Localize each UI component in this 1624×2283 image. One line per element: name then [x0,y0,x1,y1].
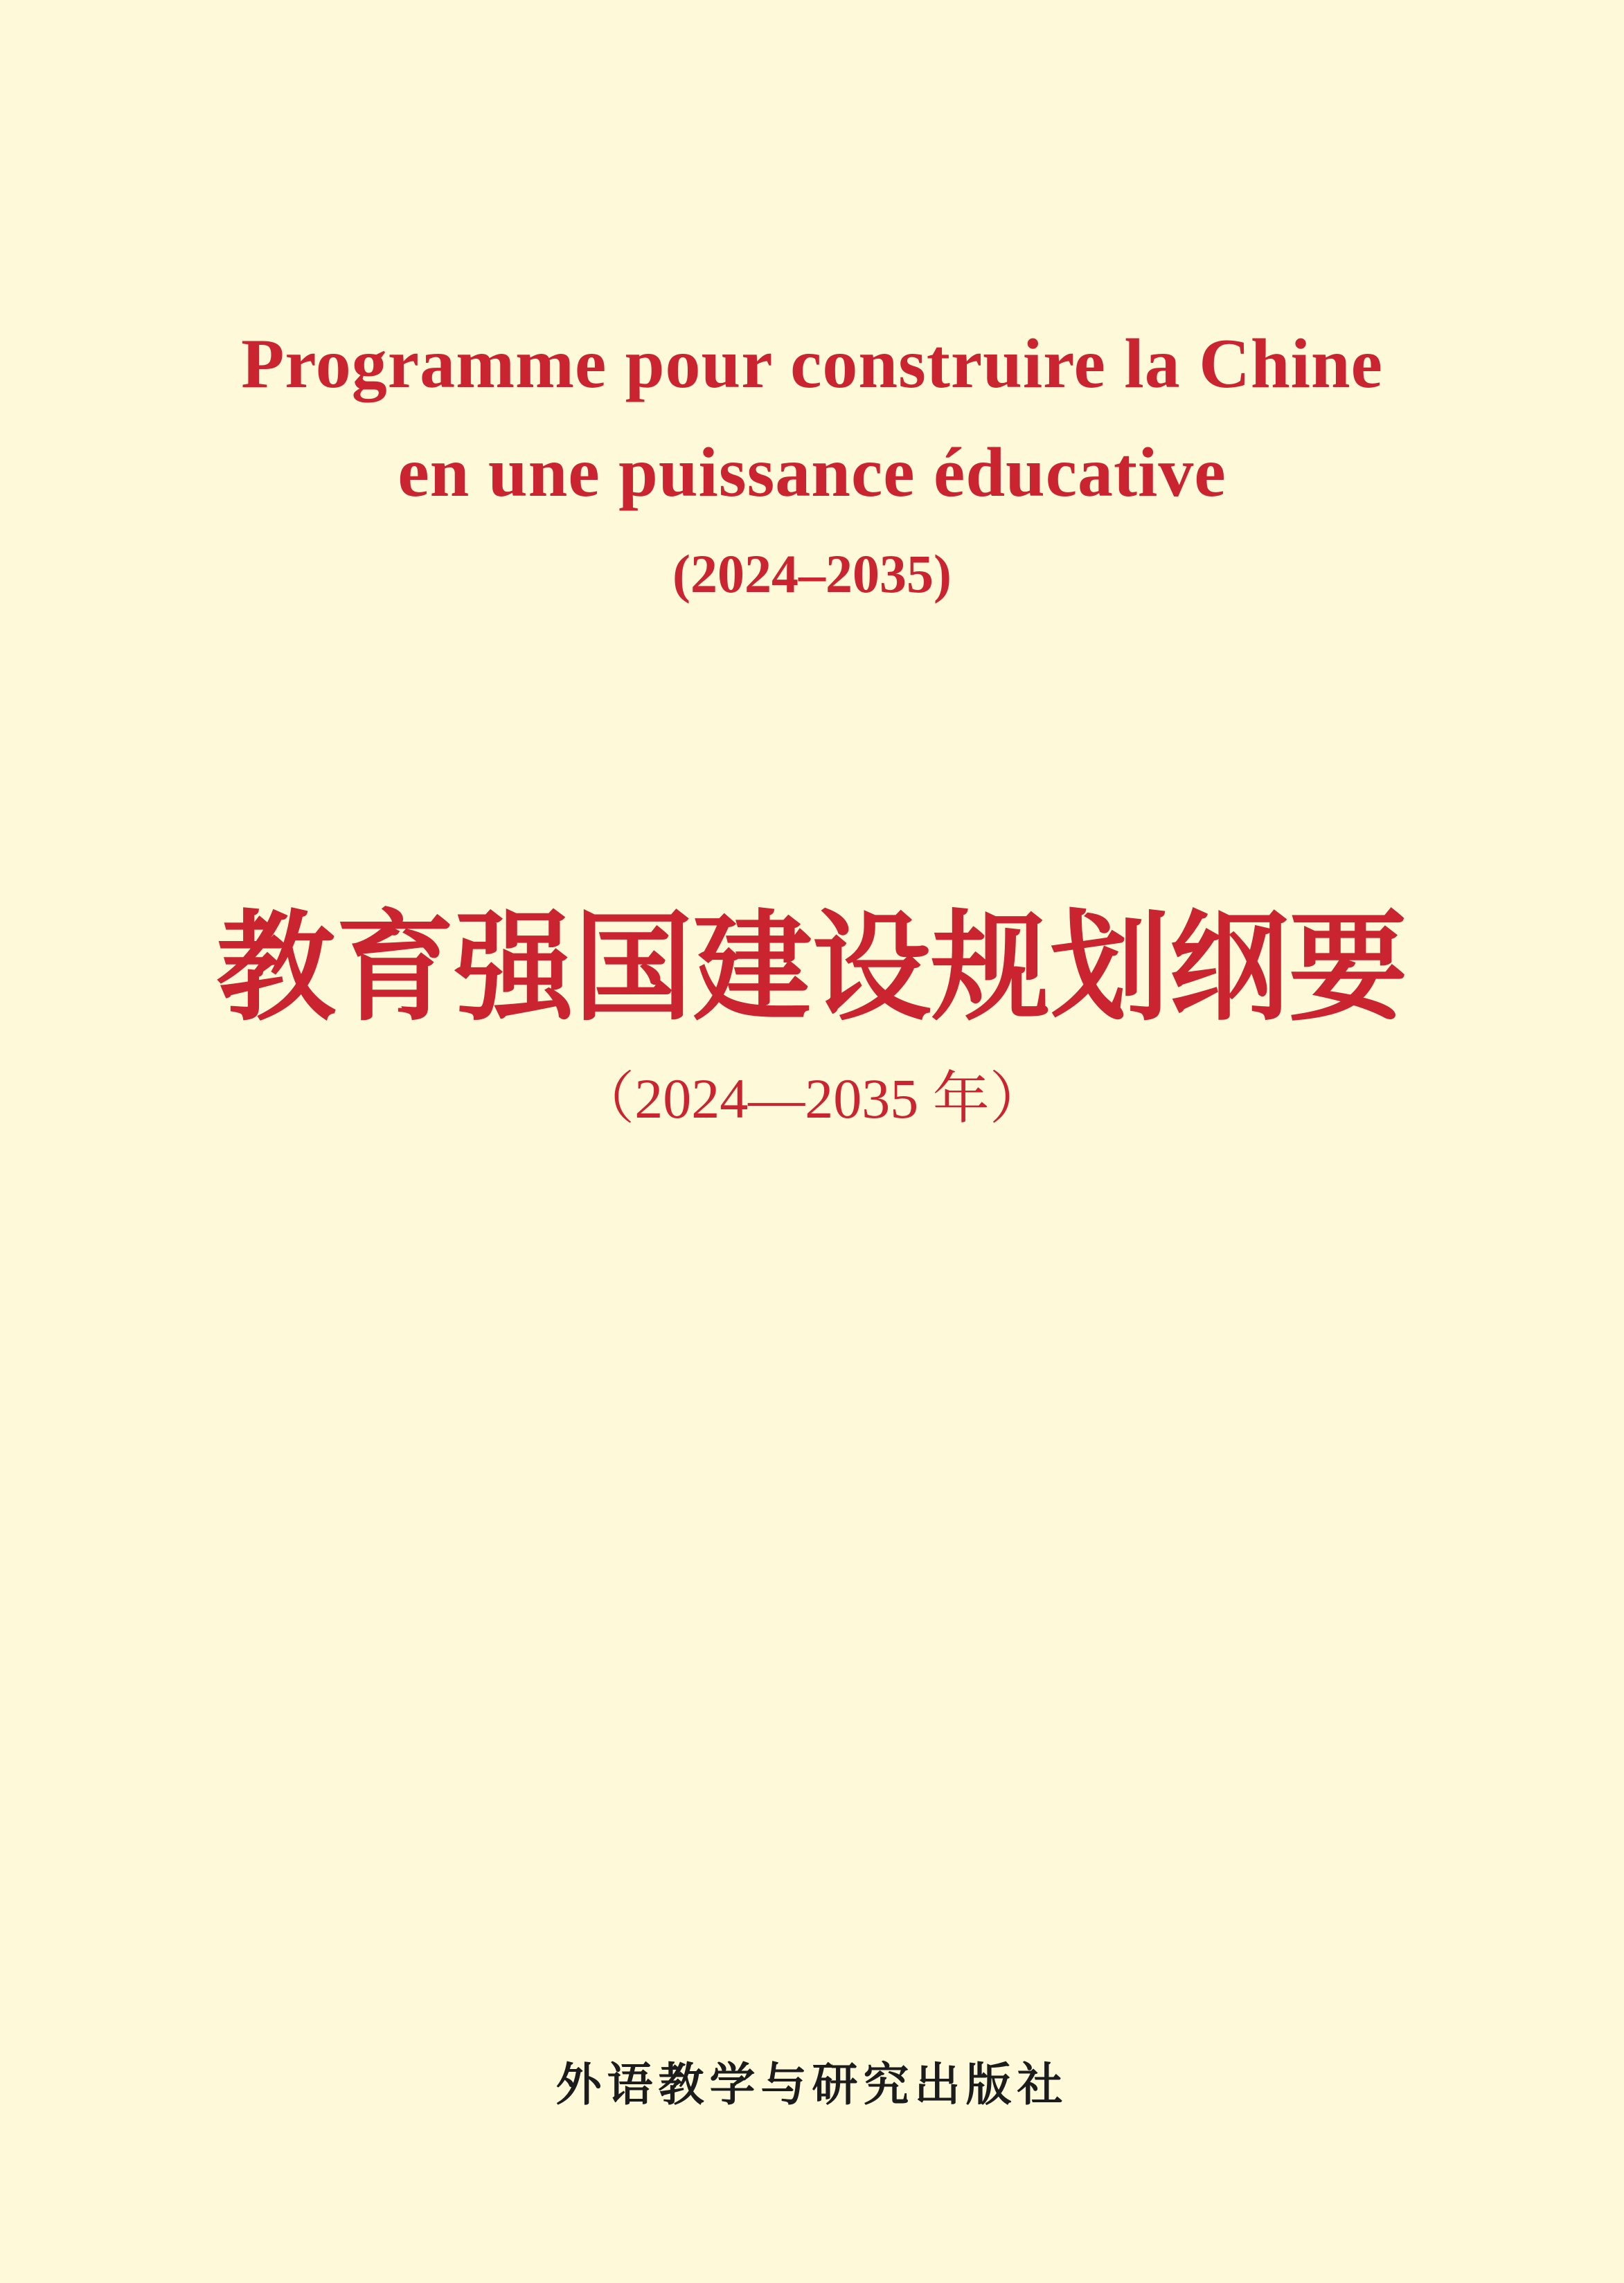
chinese-years: （2024—2035 年） [578,1067,1046,1130]
chinese-title: 教育强国建设规划纲要 [216,904,1408,1035]
french-title-line2: en une puissance éducative [398,433,1226,512]
french-title-line1: Programme pour construire la Chine [241,325,1383,403]
french-years: (2024–2035) [672,544,952,604]
publisher-name: 外语教学与研究出版社 [555,2059,1069,2110]
